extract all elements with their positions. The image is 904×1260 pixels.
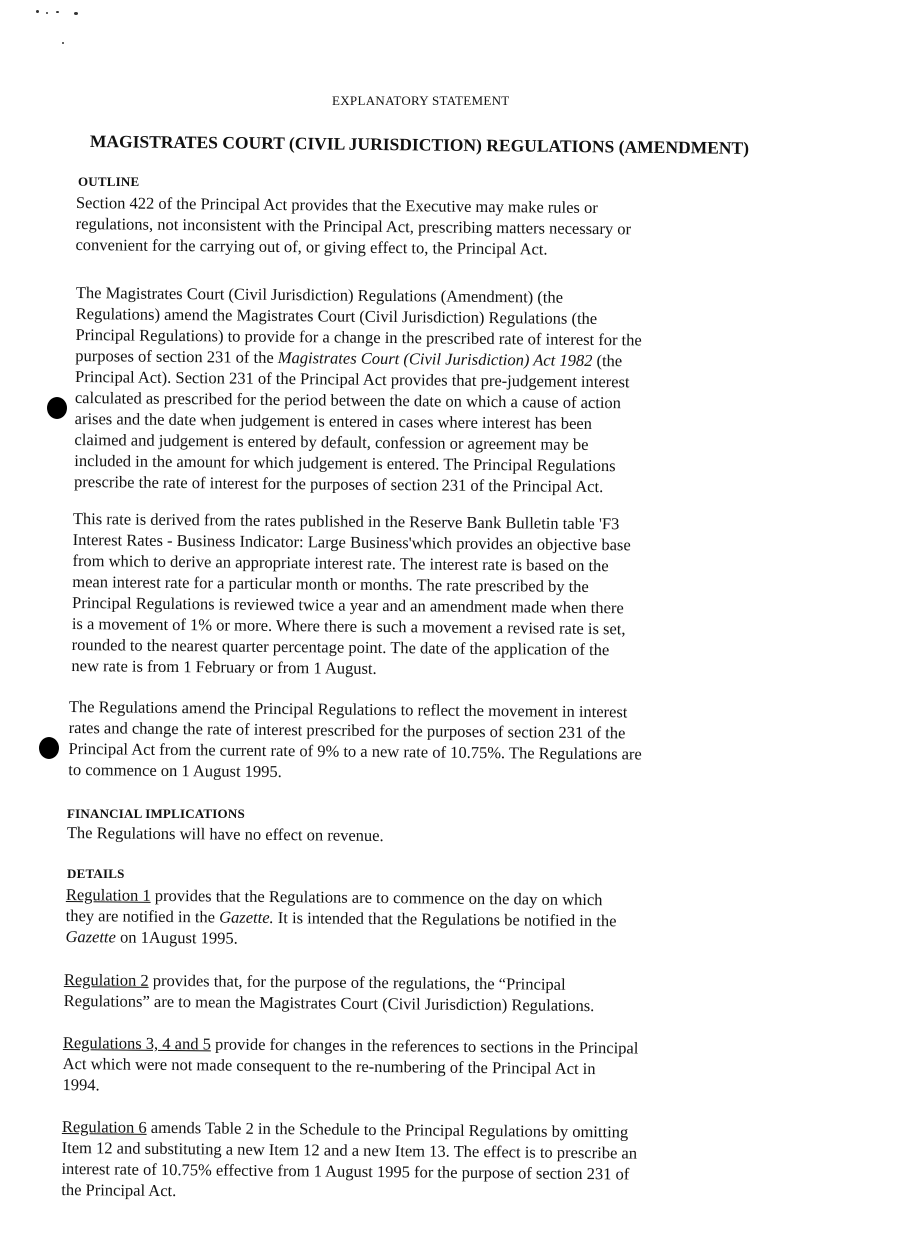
punch-hole-bottom — [39, 737, 59, 759]
text-line: This rate is derived from the rates published in the Reserve Bank Bulletin table 'F3 — [72, 508, 620, 534]
text-line: claimed and judgement is entered by default, confession or agreement may be — [74, 429, 589, 454]
details-heading: DETAILS — [67, 866, 125, 881]
text-line: the Principal Act. — [61, 1179, 177, 1201]
regulation-label: Regulation 1 — [65, 884, 151, 905]
text-segment: (the — [592, 350, 623, 371]
text-line: Item 12 and substituting a new Item 12 and a new Item 13. The effect is to prescribe an — [61, 1137, 638, 1163]
outline-paragraph-1 — [75, 192, 631, 260]
text-segment: on 1August 1995. — [115, 927, 238, 948]
text-line: is a movement of 1% or more. Where there is such a movement a revised rate is set, — [71, 613, 626, 639]
text-line: arises and the date when judgement is entered in cases where interest has been — [74, 408, 593, 433]
regulation-label: Regulations 3, 4 and 5 — [62, 1033, 212, 1054]
text-segment: amends Table 2 in the Schedule to the Principal Regulations by omitting — [146, 1117, 629, 1142]
text-line: Regulations) amend the Magistrates Court (Civil Jurisdiction) Regulations (the — [75, 303, 598, 329]
outline-paragraph-3 — [71, 508, 631, 681]
text-line: Principal Regulations) to provide for a change in the prescribed rate of interest for the — [75, 324, 642, 350]
text-line: regulations, not inconsistent with the Principal Act, prescribing matters necessary or — [75, 213, 632, 239]
text-line: rounded to the nearest quarter percentage point. The date of the application of the — [71, 634, 610, 660]
text-segment: provides that, for the purpose of the regulations, the “Principal — [148, 970, 566, 994]
text-line: prescribe the rate of interest for the purposes of section 231 of the Principal Act. — [73, 471, 604, 497]
text-segment: they are notified in the — [65, 905, 220, 927]
text-line: convenient for the carrying out of, or giving effect to, the Principal Act. — [75, 234, 548, 259]
speck — [62, 42, 64, 44]
document-title: MAGISTRATES COURT (CIVIL JURISDICTION) REGULATIONS (AMENDMENT) — [89, 131, 750, 158]
act-title: Magistrates Court (Civil Jurisdiction) Act 1982 — [277, 347, 593, 370]
text-line: Section 422 of the Principal Act provides that the Executive may make rules or — [75, 192, 598, 218]
outline-paragraph-2 — [74, 282, 642, 497]
regulation-6-paragraph — [61, 1116, 637, 1206]
speck — [36, 10, 39, 13]
text-line: mean interest rate for a particular month or months. The rate prescribed by the — [72, 571, 589, 596]
speck — [56, 11, 59, 13]
regulation-label: Regulation 2 — [63, 969, 149, 990]
text-line: calculated as prescribed for the period between the date on which a cause of action — [74, 387, 622, 413]
regulations-3-4-5-paragraph — [62, 1032, 638, 1101]
text-line: Act which were not made consequent to the re-numbering of the Principal Act in — [62, 1053, 596, 1079]
text-line: Principal Regulations is reviewed twice a year and an amendment made when there — [72, 592, 624, 618]
financial-heading: FINANCIAL IMPLICATIONS — [67, 806, 245, 821]
punch-hole-top — [47, 397, 67, 419]
text-line: interest rate of 10.75% effective from 1 August 1995 for the purpose of section 231 of — [61, 1158, 630, 1184]
text-line: new rate is from 1 February or from 1 August. — [71, 655, 377, 678]
text-line: Regulations” are to mean the Magistrates Court (Civil Jurisdiction) Regulations. — [63, 990, 595, 1016]
gazette-title: Gazette — [65, 926, 116, 947]
outline-paragraph-4 — [68, 696, 642, 785]
financial-paragraph — [67, 822, 384, 846]
text-line: 1994. — [62, 1074, 100, 1095]
scan-specks — [34, 6, 94, 46]
text-line: from which to derive an appropriate interest rate. The interest rate is based on the — [72, 550, 609, 576]
speck — [74, 12, 78, 15]
text-line: The Regulations amend the Principal Regulations to reflect the movement in interest — [68, 696, 628, 722]
speck — [46, 12, 48, 14]
text-segment: It is intended that the Regulations be notified in the — [273, 907, 617, 931]
text-segment: purposes of section 231 of the — [75, 345, 278, 367]
regulation-2-paragraph — [64, 969, 595, 1016]
regulation-label: Regulation 6 — [61, 1117, 147, 1137]
text-line: The Magistrates Court (Civil Jurisdiction) Regulations (Amendment) (the — [75, 282, 564, 307]
text-line: Principal Act). Section 231 of the Principal Act provides that pre-judgement interest — [75, 366, 630, 392]
text-line: to commence on 1 August 1995. — [68, 759, 282, 782]
text-line: Principal Act from the current rate of 9% to a new rate of 10.75%. The Regulations are — [68, 738, 642, 764]
text-line: The Regulations will have no effect on revenue. — [66, 822, 384, 846]
regulation-1-paragraph — [65, 884, 616, 952]
text-segment: provides that the Regulations are to commence on the day on which — [150, 885, 603, 910]
outline-heading: OUTLINE — [78, 174, 140, 189]
text-segment: provide for changes in the references to sections in the Principal — [210, 1034, 639, 1058]
text-line: included in the amount for which judgement is entered. The Principal Regulations — [74, 450, 616, 476]
gazette-title: Gazette. — [219, 907, 274, 927]
text-line: rates and change the rate of interest prescribed for the purposes of section 231 of the — [68, 717, 626, 743]
text-line: Interest Rates - Business Indicator: Large Business'which provides an objective base — [72, 529, 631, 555]
document-header: EXPLANATORY STATEMENT — [332, 93, 510, 108]
